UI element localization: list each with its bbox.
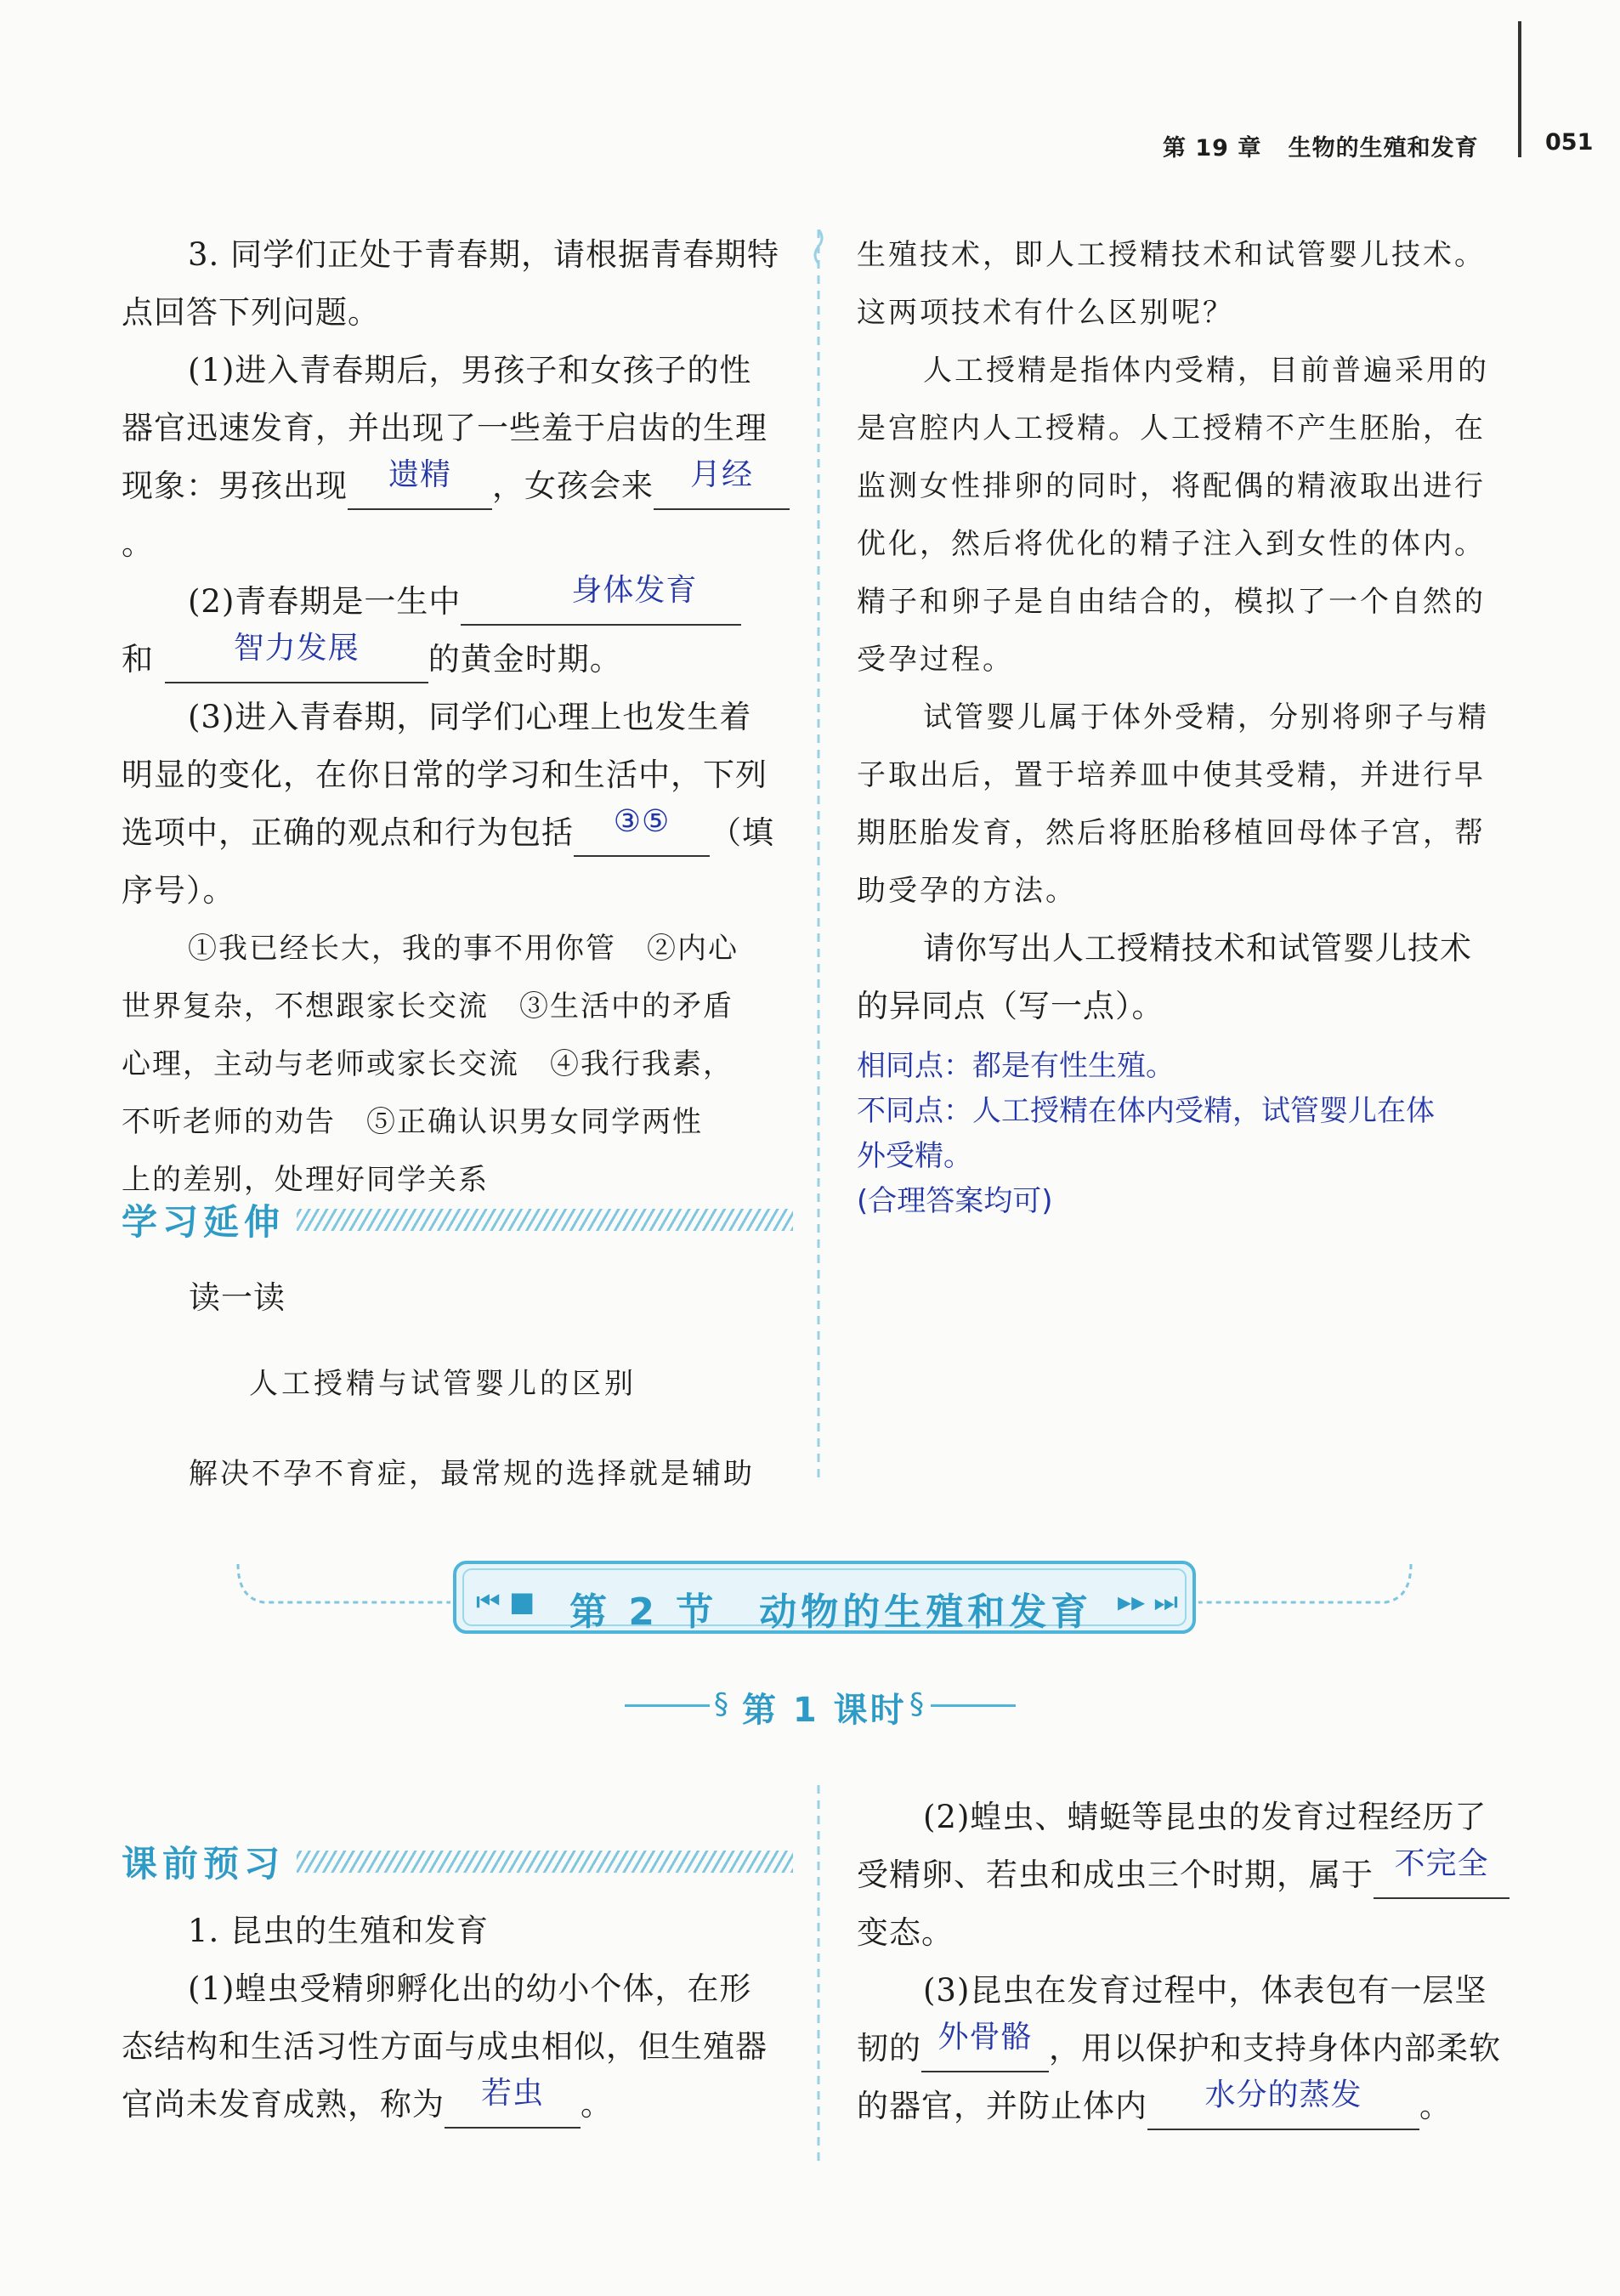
article-line11: 子取出后，置于培养皿中使其受精，并进行早 bbox=[857, 758, 1486, 792]
answer-diff-1: 不同点：人工授精在体内受精，试管婴儿在体 bbox=[857, 1094, 1435, 1128]
options-line4: 不听老师的劝告 ⑤正确认识男女同学两性 bbox=[122, 1105, 703, 1139]
study-extension-title: 学习延伸 bbox=[122, 1201, 286, 1243]
q1-line3 bbox=[122, 457, 793, 573]
question-3-intro: 3. 同学们正处于青春期，请根据青春期特 bbox=[188, 236, 780, 273]
answer-diff-2: 外受精。 bbox=[857, 1139, 972, 1173]
p3-line2 bbox=[857, 2020, 1528, 2078]
p3-text-d: 。 bbox=[1419, 2088, 1452, 2124]
question-line1: 请你写出人工授精技术和试管婴儿技术 bbox=[923, 930, 1472, 967]
lesson-rule-right bbox=[931, 1704, 1016, 1707]
svg-text:▸▸ ⏭: ▸▸ ⏭ bbox=[1118, 1585, 1179, 1618]
column-divider-top bbox=[807, 230, 830, 1479]
pre-class-title: 课前预习 bbox=[122, 1843, 286, 1885]
p1-text-a: 官尚未发育成熟，称为 bbox=[122, 2086, 445, 2123]
p2-text-a: 受精卵、若虫和成虫三个时期，属于 bbox=[857, 1857, 1374, 1893]
article-line6: 监测女性排卵的同时，将配偶的精液取出进行 bbox=[857, 469, 1486, 503]
chapter-header bbox=[1163, 129, 1479, 162]
q2-blank-1[interactable] bbox=[461, 573, 741, 626]
article-line5: 是宫腔内人工授精。人工授精不产生胚胎，在 bbox=[857, 411, 1486, 445]
q3-line2: 明显的变化，在你日常的学习和生活中，下列 bbox=[122, 757, 768, 793]
q1-answer-2: 月经 bbox=[689, 457, 753, 492]
p1-blank[interactable] bbox=[445, 2076, 581, 2129]
options-line2: 世界复杂，不想跟家长交流 ③生活中的矛盾 bbox=[122, 989, 734, 1023]
q2-line1 bbox=[122, 573, 793, 631]
chapter-title: 生物的生殖和发育 bbox=[1288, 135, 1479, 162]
article-title: 人工授精与试管婴儿的区别 bbox=[249, 1367, 637, 1401]
q3-line1: (3)进入青春期，同学们心理上也发生着 bbox=[188, 699, 752, 735]
options-line3: 心理，主动与老师或家长交流 ④我行我素， bbox=[122, 1047, 734, 1081]
pre-class-header bbox=[122, 1836, 793, 1887]
q3-text-b: （填 bbox=[710, 814, 774, 851]
q2-blank-2[interactable] bbox=[165, 631, 428, 683]
q2-text-b: 的黄金时期。 bbox=[428, 641, 622, 677]
q2-text-a: (2)青春期是一生中 bbox=[188, 583, 462, 620]
q3-blank[interactable] bbox=[574, 804, 710, 857]
options-line5: 上的差别，处理好同学关系 bbox=[122, 1163, 489, 1197]
pre-class-left bbox=[122, 1902, 793, 2134]
svg-text:⏮ ■: ⏮ ■ bbox=[476, 1585, 535, 1618]
p2-line2 bbox=[857, 1846, 1528, 1904]
q1-text-a: 现象：男孩出现 bbox=[122, 468, 348, 504]
p2-line3: 变态。 bbox=[857, 1914, 954, 1951]
options-line1: ①我已经长大，我的事不用你管 ②内心 bbox=[188, 932, 739, 966]
question-line2: 的异同点（写一点）。 bbox=[857, 988, 1164, 1024]
header-rule bbox=[1518, 21, 1521, 157]
answer-note: (合理答案均可) bbox=[857, 1184, 1053, 1218]
p1-line3 bbox=[122, 2076, 793, 2134]
p1-line1: (1)蝗虫受精卵孵化出的幼小个体，在形 bbox=[188, 1970, 752, 2007]
q1-blank-1[interactable] bbox=[348, 457, 492, 510]
article-line9: 受孕过程。 bbox=[857, 643, 1014, 677]
p3-answer-2: 水分的蒸发 bbox=[1204, 2078, 1362, 2112]
question-3-intro-cont: 点回答下列问题。 bbox=[122, 294, 380, 331]
right-column-article bbox=[857, 226, 1528, 1035]
article-line1: 解决不孕不育症，最常规的选择就是辅助 bbox=[189, 1457, 755, 1491]
p2-answer: 不完全 bbox=[1394, 1846, 1489, 1881]
read-label: 读一读 bbox=[189, 1279, 286, 1316]
column-divider-bottom bbox=[807, 1785, 830, 2168]
p3-text-b: ，用以保护和支持身体内部柔软 bbox=[1049, 2030, 1501, 2066]
p3-text-c: 的器官，并防止体内 bbox=[857, 2088, 1147, 2124]
q1-line1: (1)进入青春期后，男孩子和女孩子的性 bbox=[188, 352, 752, 388]
article-line2: 生殖技术，即人工授精技术和试管婴儿技术。 bbox=[857, 238, 1486, 272]
article-line3: 这两项技术有什么区别呢？ bbox=[857, 296, 1234, 330]
pre-class-right bbox=[857, 1789, 1528, 2135]
q2-text-and: 和 bbox=[122, 641, 154, 677]
p2-line1: (2)蝗虫、蜻蜓等昆虫的发育过程经历了 bbox=[923, 1799, 1487, 1835]
p3-blank-1[interactable] bbox=[921, 2020, 1049, 2072]
q1-blank-2[interactable] bbox=[654, 457, 790, 510]
ornament-right-icon: § bbox=[909, 1687, 924, 1721]
article-line7: 优化，然后将优化的精子注入到女性的体内。 bbox=[857, 527, 1486, 561]
p1-line2: 态结构和生活习性方面与成虫相似，但生殖器 bbox=[122, 2028, 768, 2065]
item1: 1. 昆虫的生殖和发育 bbox=[188, 1913, 490, 1949]
q1-line2: 器官迅速发育，并出现了一些羞于启齿的生理 bbox=[122, 410, 768, 446]
p3-blank-2[interactable] bbox=[1147, 2078, 1419, 2130]
answer-same: 相同点：都是有性生殖。 bbox=[857, 1049, 1175, 1083]
p1-text-b: 。 bbox=[581, 2086, 613, 2123]
p2-blank[interactable] bbox=[1374, 1846, 1510, 1899]
section-banner-title: 第 2 节 动物的生殖和发育 bbox=[569, 1590, 1093, 1634]
q3-line4: 序号）。 bbox=[122, 872, 235, 909]
article-line12: 期胚胎发育，然后将胚胎移植回母体子宫，帮 bbox=[857, 816, 1486, 850]
article-line8: 精子和卵子是自由结合的，模拟了一个自然的 bbox=[857, 585, 1486, 619]
section-hatch bbox=[297, 1209, 793, 1231]
page-number: 051 bbox=[1545, 129, 1594, 156]
p3-line3 bbox=[857, 2078, 1528, 2135]
p1-answer: 若虫 bbox=[480, 2076, 544, 2111]
q3-answer: ③⑤ bbox=[613, 804, 671, 839]
q3-line3 bbox=[122, 804, 793, 862]
p3-text-a: 韧的 bbox=[857, 2030, 921, 2066]
p3-line1: (3)昆虫在发育过程中，体表包有一层坚 bbox=[923, 1972, 1487, 2009]
lesson-rule-left bbox=[625, 1704, 710, 1707]
q2-answer-1: 身体发育 bbox=[571, 573, 698, 608]
article-line10: 试管婴儿属于体外受精，分别将卵子与精 bbox=[923, 700, 1489, 734]
article-line13: 助受孕的方法。 bbox=[857, 874, 1077, 908]
handwritten-answer bbox=[857, 1044, 1528, 1224]
q1-text-b: ，女孩会来 bbox=[492, 468, 654, 504]
q1-answer-1: 遗精 bbox=[388, 457, 451, 492]
q3-text-a: 选项中，正确的观点和行为包括 bbox=[122, 814, 574, 851]
q2-answer-2: 智力发展 bbox=[233, 631, 360, 666]
chapter-number: 第 19 章 bbox=[1163, 135, 1262, 162]
lesson-title: 第 1 课时 bbox=[742, 1691, 907, 1730]
q2-line2 bbox=[122, 631, 793, 689]
p3-answer-1: 外骨骼 bbox=[937, 2020, 1033, 2055]
q1-text-c: 。 bbox=[122, 525, 154, 562]
article-line4: 人工授精是指体内受精，目前普遍采用的 bbox=[923, 354, 1489, 388]
section-hatch bbox=[297, 1851, 793, 1873]
ornament-left-icon: § bbox=[714, 1687, 728, 1721]
left-column-questions bbox=[122, 226, 793, 1209]
study-extension-header bbox=[122, 1194, 793, 1245]
